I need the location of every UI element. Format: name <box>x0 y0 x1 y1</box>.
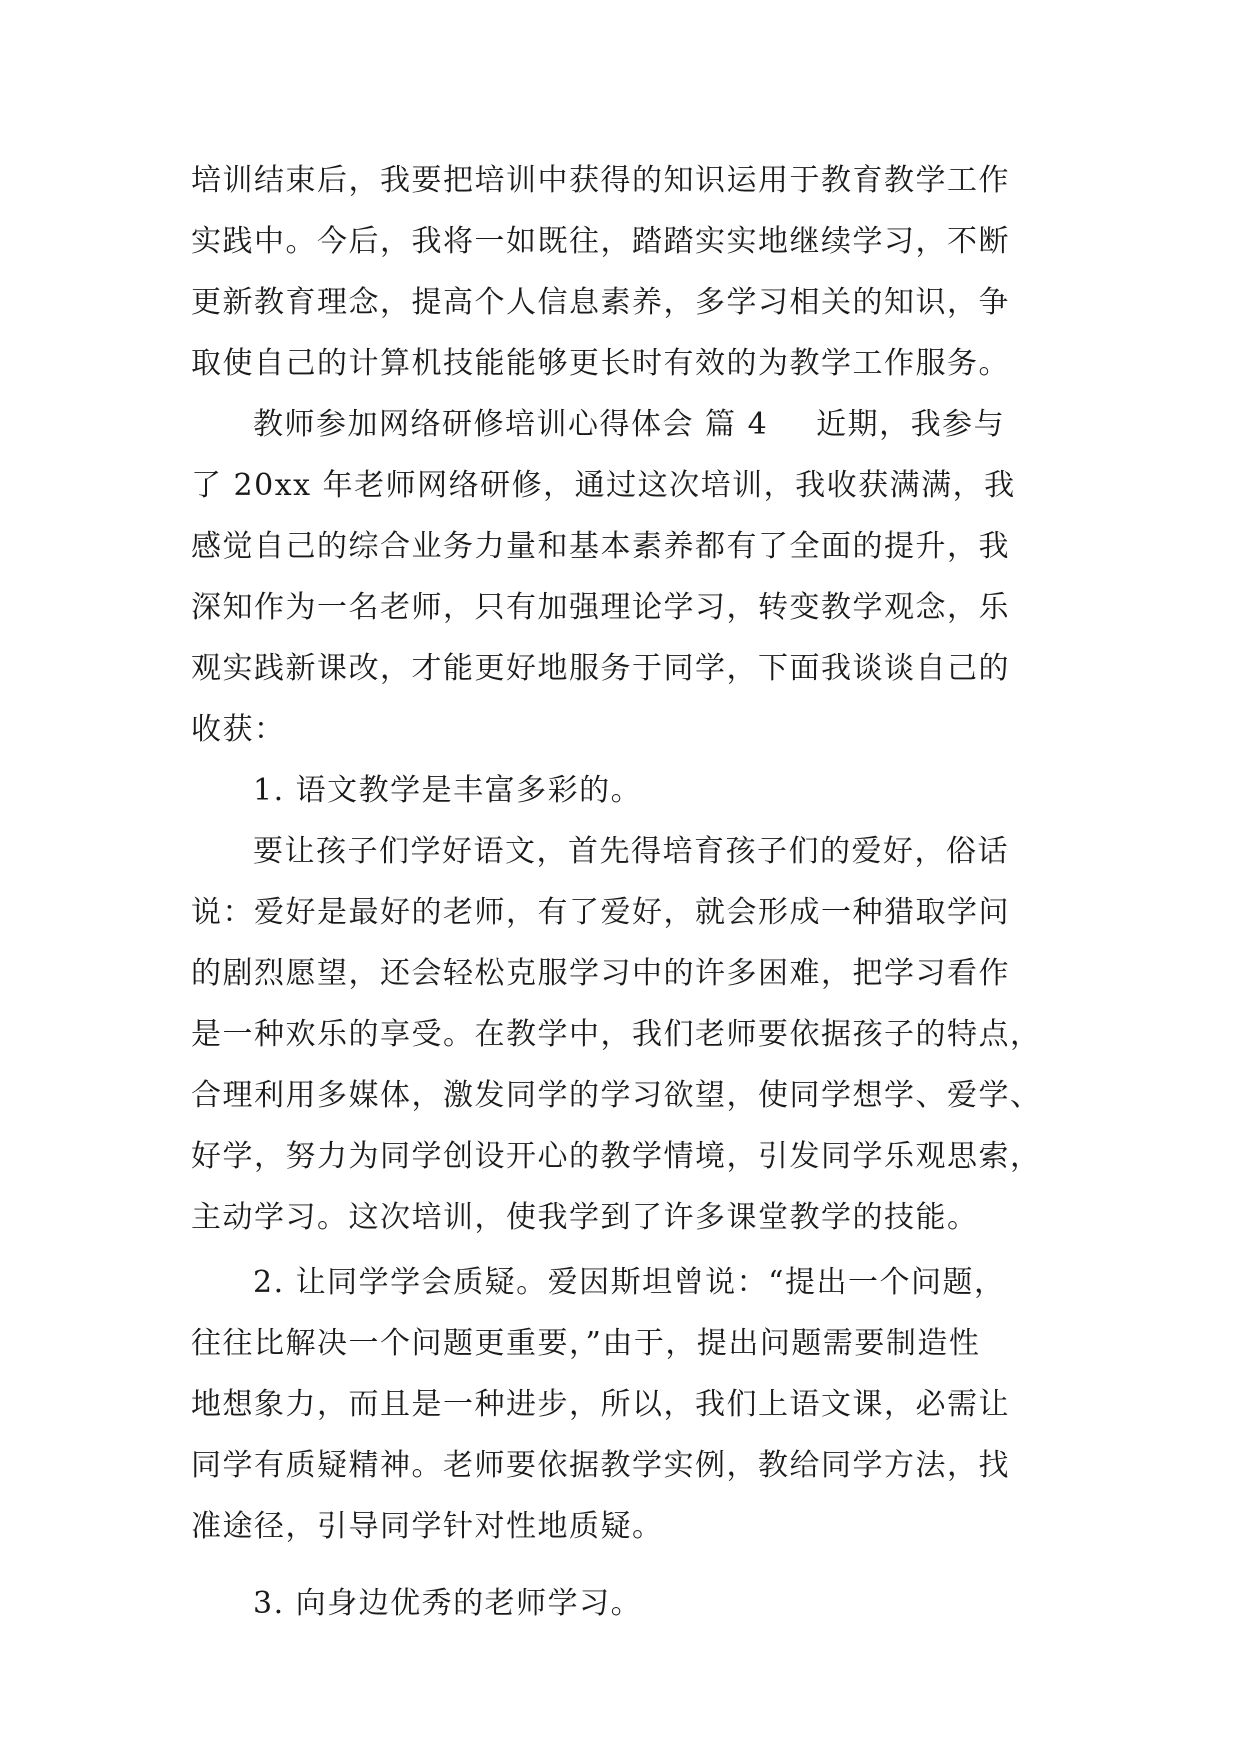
text-line: 感觉自己的综合业务力量和基本素养都有了全面的提升，我 <box>191 529 1010 564</box>
paragraph <box>191 1252 1051 1557</box>
text-line: 深知作为一名老师，只有加强理论学习，转变教学观念，乐 <box>191 590 1010 625</box>
text-line: 好学，努力为同学创设开心的教学情境，引发同学乐观思索， <box>191 1139 1042 1174</box>
text-line: 同学有质疑精神。老师要依据教学实例，教给同学方法，找 <box>191 1448 1010 1483</box>
text-line: 2. 让同学学会质疑。爱因斯坦曾说：“提出一个问题， <box>253 1265 1006 1300</box>
text-line: 实践中。今后，我将一如既往，踏踏实实地继续学习，不断 <box>191 224 1010 259</box>
paragraph <box>191 150 1051 394</box>
paragraph <box>191 821 1051 1248</box>
text-line: 取使自己的计算机技能能够更长时有效的为教学工作服务。 <box>191 346 1010 381</box>
text-line: 了 20xx 年老师网络研修，通过这次培训，我收获满满，我 <box>191 468 1016 503</box>
text-line: 说：爱好是最好的老师，有了爱好，就会形成一种猎取学问 <box>191 895 1010 930</box>
text-line: 收获： <box>191 712 286 747</box>
text-line: 准途径，引导同学针对性地质疑。 <box>191 1509 664 1544</box>
text-line: 要让孩子们学好语文，首先得培育孩子们的爱好，俗话 <box>253 834 1009 869</box>
text-line: 更新教育理念，提高个人信息素养，多学习相关的知识，争 <box>191 285 1010 320</box>
text-line <box>191 394 1051 455</box>
paragraph <box>191 394 1051 760</box>
text-line: 主动学习。这次培训，使我学到了许多课堂教学的技能。 <box>191 1200 979 1235</box>
text-line: 培训结束后，我要把培训中获得的知识运用于教育教学工作 <box>191 163 1010 198</box>
text-fragment: 近期，我参与 <box>816 407 1006 442</box>
text-line: 往往比解决一个问题更重要，”由于，提出问题需要制造性 <box>191 1326 981 1361</box>
paragraph <box>191 760 1051 821</box>
text-line: 地想象力，而且是一种进步，所以，我们上语文课，必需让 <box>191 1387 1010 1422</box>
text-line: 是一种欢乐的享受。在教学中，我们老师要依据孩子的特点， <box>191 1017 1042 1052</box>
section-heading: 教师参加网络研修培训心得体会 篇 4 <box>253 407 769 442</box>
text-line: 合理利用多媒体，激发同学的学习欲望，使同学想学、爱学、 <box>191 1078 1042 1113</box>
list-item-heading: 3. 向身边优秀的老师学习。 <box>253 1586 643 1621</box>
list-item-heading: 1. 语文教学是丰富多彩的。 <box>253 773 643 808</box>
text-line: 观实践新课改，才能更好地服务于同学，下面我谈谈自己的 <box>191 651 1010 686</box>
text-line: 的剧烈愿望，还会轻松克服学习中的许多困难，把学习看作 <box>191 956 1010 991</box>
document-body <box>191 150 1051 1634</box>
paragraph <box>191 1573 1051 1634</box>
